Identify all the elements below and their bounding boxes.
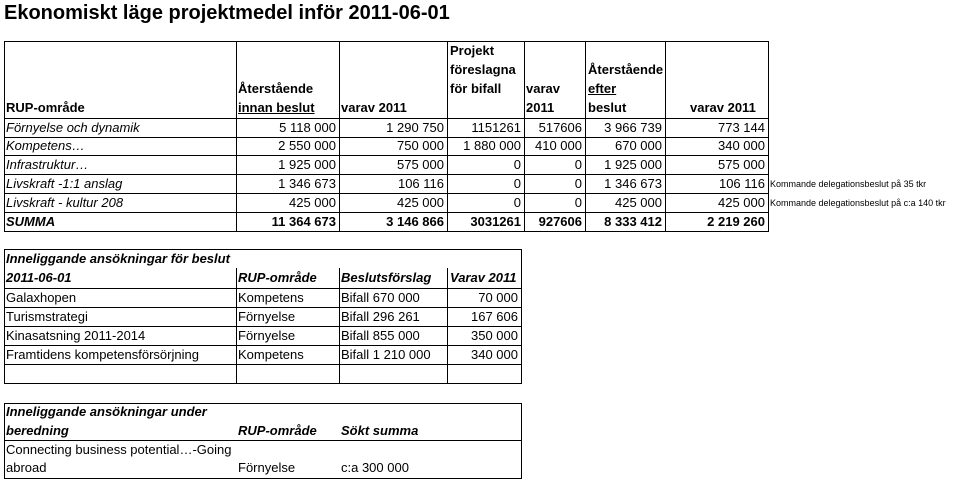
cell-summa: c:a 300 000: [341, 460, 409, 475]
cell-forslag: Bifall 296 261: [341, 309, 420, 324]
header-projekt-2: föreslagna: [450, 62, 516, 77]
cell-varav2: 0: [574, 157, 582, 172]
header-varav-3: varav 2011: [690, 100, 756, 115]
header-beslutsforslag: Beslutsförslag: [341, 270, 432, 285]
cell-varav2: 410 000: [535, 138, 582, 153]
cell-innan: 2 550 000: [278, 138, 336, 153]
page-title: Ekonomiskt läge projektmedel inför 2011-06-01: [4, 2, 450, 24]
table-border-bottom: [4, 383, 522, 384]
cell-projekt: 1151261: [471, 120, 521, 135]
cell-innan: 5 118 000: [279, 120, 336, 135]
header-projekt-3: för bifall: [450, 81, 502, 96]
header-efter-3: beslut: [588, 100, 627, 115]
header-projekt-1: Projekt: [450, 43, 495, 58]
sum-innan: 11 364 673: [271, 214, 336, 229]
section-heading-date: 2011-06-01: [6, 270, 72, 285]
row-name: Galaxhopen: [6, 290, 77, 305]
cell-projekt: 0: [513, 195, 521, 210]
cell-efter: 670 000: [615, 138, 662, 153]
section-heading-2: beredning: [6, 423, 69, 438]
cell-innan: 1 346 673: [278, 176, 336, 191]
cell-varav2: 0: [574, 176, 582, 191]
row-name: Livskraft - kultur 208: [6, 195, 124, 210]
sum-efter: 8 333 412: [604, 214, 662, 229]
cell-varav: 340 000: [471, 347, 518, 362]
column-line: [4, 249, 5, 383]
cell-varav3: 106 116: [718, 176, 765, 191]
cell-varav2: 0: [574, 195, 582, 210]
cell-rup: Förnyelse: [238, 460, 296, 475]
table-border-bottom: [4, 478, 522, 479]
row-name: Turismstrategi: [6, 309, 88, 324]
sum-varav3: 2 219 260: [707, 214, 765, 229]
row-name: Kinasatsning 2011-2014: [6, 328, 146, 343]
cell-varav1: 575 000: [397, 157, 444, 172]
cell-varav: 350 000: [471, 328, 518, 343]
cell-varav1: 425 000: [397, 195, 444, 210]
cell-efter: 425 000: [615, 195, 662, 210]
header-sokt-summa: Sökt summa: [341, 423, 419, 438]
sum-projekt: 3031261: [470, 214, 521, 229]
column-line: [521, 403, 522, 478]
header-varav-1: varav 2011: [341, 100, 407, 115]
row-name-line1: Connecting business potential…-Going: [6, 442, 232, 457]
header-efter-2: efter: [588, 81, 617, 96]
column-line: [4, 403, 5, 478]
cell-varav2: 517606: [538, 120, 582, 135]
row-name: Kompetens…: [6, 138, 85, 153]
table-border-bottom: [4, 231, 769, 232]
cell-projekt: 1 880 000: [463, 138, 521, 153]
cell-innan: 425 000: [289, 195, 336, 210]
header-rup: RUP-område: [238, 270, 317, 285]
cell-rup: Kompetens: [238, 290, 304, 305]
row-name: Framtidens kompetensförsörjning: [6, 347, 199, 362]
cell-varav3: 425 000: [718, 195, 765, 210]
header-innan-1: Återstående: [238, 81, 314, 96]
table-border-top: [4, 41, 769, 42]
row-name: Förnyelse och dynamik: [6, 120, 140, 135]
cell-forslag: Bifall 1 210 000: [341, 347, 431, 362]
cell-projekt: 0: [513, 176, 521, 191]
cell-efter: 1 925 000: [604, 157, 662, 172]
column-line: [521, 249, 522, 383]
cell-varav1: 750 000: [397, 138, 444, 153]
header-varav-2a: varav: [526, 81, 560, 96]
column-line: [339, 268, 340, 383]
cell-varav3: 773 144: [718, 120, 765, 135]
cell-varav1: 106 116: [397, 176, 444, 191]
header-varav: Varav 2011: [450, 270, 517, 285]
section-heading: Inneliggande ansökningar under: [6, 404, 207, 419]
cell-projekt: 0: [513, 157, 521, 172]
column-line: [236, 268, 237, 383]
header-innan-2: innan beslut: [238, 100, 315, 115]
row-name-line2: abroad: [6, 460, 47, 475]
sum-label: SUMMA: [6, 214, 56, 229]
header-rup: RUP-område: [6, 100, 85, 115]
column-line: [4, 41, 5, 231]
row-note: Kommande delegationsbeslut på 35 tkr: [770, 179, 927, 189]
cell-varav: 70 000: [478, 290, 518, 305]
cell-varav1: 1 290 750: [386, 120, 444, 135]
cell-rup: Förnyelse: [238, 328, 296, 343]
cell-forslag: Bifall 670 000: [341, 290, 420, 305]
cell-varav3: 340 000: [718, 138, 765, 153]
cell-rup: Kompetens: [238, 347, 304, 362]
header-efter-1: Återstående: [588, 62, 664, 77]
row-name: Livskraft -1:1 anslag: [6, 176, 123, 191]
header-varav-2b: 2011: [526, 100, 555, 115]
cell-varav3: 575 000: [718, 157, 765, 172]
cell-forslag: Bifall 855 000: [341, 328, 420, 343]
sum-varav1: 3 146 866: [386, 214, 444, 229]
row-name: Infrastruktur…: [6, 157, 89, 172]
cell-efter: 3 966 739: [604, 120, 662, 135]
row-note: Kommande delegationsbeslut på c:a 140 tkr: [770, 198, 946, 208]
section-heading: Inneliggande ansökningar för beslut: [6, 251, 230, 266]
column-line: [768, 41, 769, 231]
cell-varav: 167 606: [471, 309, 518, 324]
header-rup: RUP-område: [238, 423, 317, 438]
cell-rup: Förnyelse: [238, 309, 296, 324]
cell-innan: 1 925 000: [278, 157, 336, 172]
cell-efter: 1 346 673: [604, 176, 662, 191]
row-line: [4, 364, 522, 365]
sum-varav2: 927606: [538, 214, 582, 229]
